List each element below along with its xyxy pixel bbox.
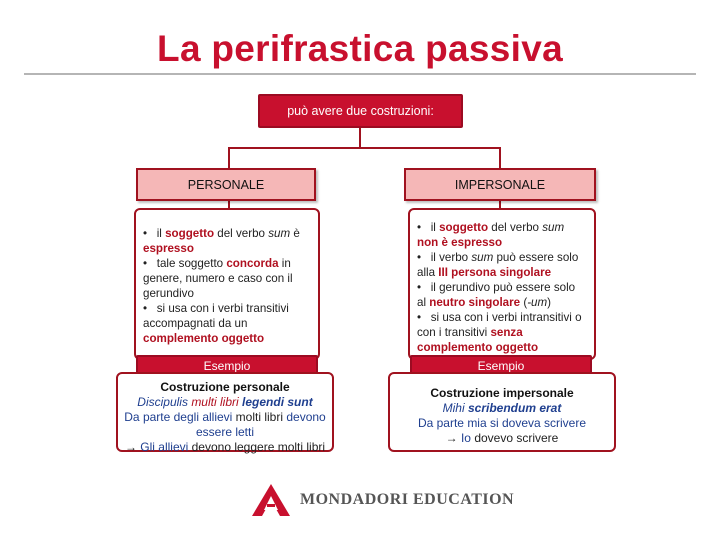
page-title: La perifrastica passiva — [157, 28, 563, 69]
connector-left — [228, 147, 230, 169]
impersonale-example-latin: Mihi scribendum erat — [442, 401, 562, 415]
intro-text: può avere due costruzioni: — [287, 104, 434, 118]
personale-header-label: PERSONALE — [187, 177, 265, 192]
personale-bullet-2: • tale soggetto concorda in genere, numero e caso con il gerundivo — [143, 257, 293, 300]
impersonale-example-title: Costruzione impersonale — [430, 386, 574, 400]
personale-example-result: → Gli allievi devono leggere molti libri — [124, 440, 326, 454]
impersonale-example-result: → Io dovevo scrivere — [445, 431, 559, 445]
impersonale-example-translation: Da parte mia si doveva scrivere — [417, 416, 587, 430]
connector-trunk — [359, 128, 361, 148]
personale-bullet-1: • il soggetto del verbo sum è espresso — [143, 227, 300, 255]
mondadori-logo — [250, 482, 514, 518]
logo-text: MONDADORI EDUCATION — [300, 491, 515, 508]
title-divider — [24, 73, 696, 75]
personale-header — [136, 168, 316, 201]
personale-example — [116, 372, 334, 452]
personale-rules — [134, 208, 320, 360]
impersonale-bullet-1: • il soggetto del verbo sum non è espresso — [417, 221, 565, 249]
impersonale-bullet-2: • il verbo sum può essere solo alla III persona singolare — [417, 251, 579, 279]
connector-right — [499, 147, 501, 169]
impersonale-header-label: IMPERSONALE — [454, 177, 546, 192]
impersonale-example-label: Esempio — [410, 355, 592, 376]
personale-example-label: Esempio — [136, 355, 318, 376]
intro-box — [258, 94, 463, 128]
impersonale-bullet-3: • il gerundivo può essere solo al neutro singolare (-um) — [417, 281, 576, 309]
impersonale-rules — [408, 208, 596, 360]
mondadori-logo-icon — [250, 482, 292, 518]
personale-example-title: Costruzione personale — [160, 380, 290, 394]
personale-bullet-3: • si usa con i verbi transitivi accompagnati da un complemento oggetto — [143, 302, 289, 345]
impersonale-bullet-4: • si usa con i verbi intransitivi o con i transitivi senza complemento oggetto — [417, 311, 582, 354]
personale-example-translation: Da parte degli allievi molti libri devono essere letti — [124, 410, 326, 439]
impersonale-example — [388, 372, 616, 452]
personale-example-latin: Discipulis multi libri legendi sunt — [137, 395, 313, 409]
connector-horizontal — [229, 147, 500, 149]
impersonale-header — [404, 168, 596, 201]
